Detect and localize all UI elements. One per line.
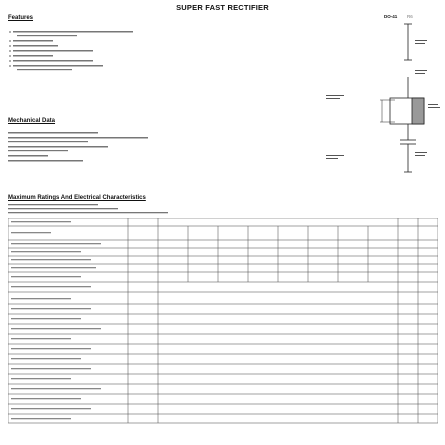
ratings-notes — [8, 202, 438, 218]
package-label-do41: DO-41 — [384, 14, 398, 19]
document-title: SUPER FAST RECTIFIER — [176, 3, 269, 12]
features-list — [8, 29, 183, 100]
mechanical-heading: Mechanical Data — [8, 118, 56, 124]
mechanical-text-lines — [8, 131, 183, 177]
package-outline-drawing — [320, 22, 445, 177]
features-text-lines — [8, 29, 183, 95]
characteristics-table — [8, 218, 438, 438]
features-heading: Features — [8, 15, 34, 21]
package-label-r6: R6 — [407, 14, 413, 19]
ratings-heading: Maximum Ratings And Electrical Characteristics — [8, 195, 146, 201]
mechanical-list — [8, 131, 183, 182]
